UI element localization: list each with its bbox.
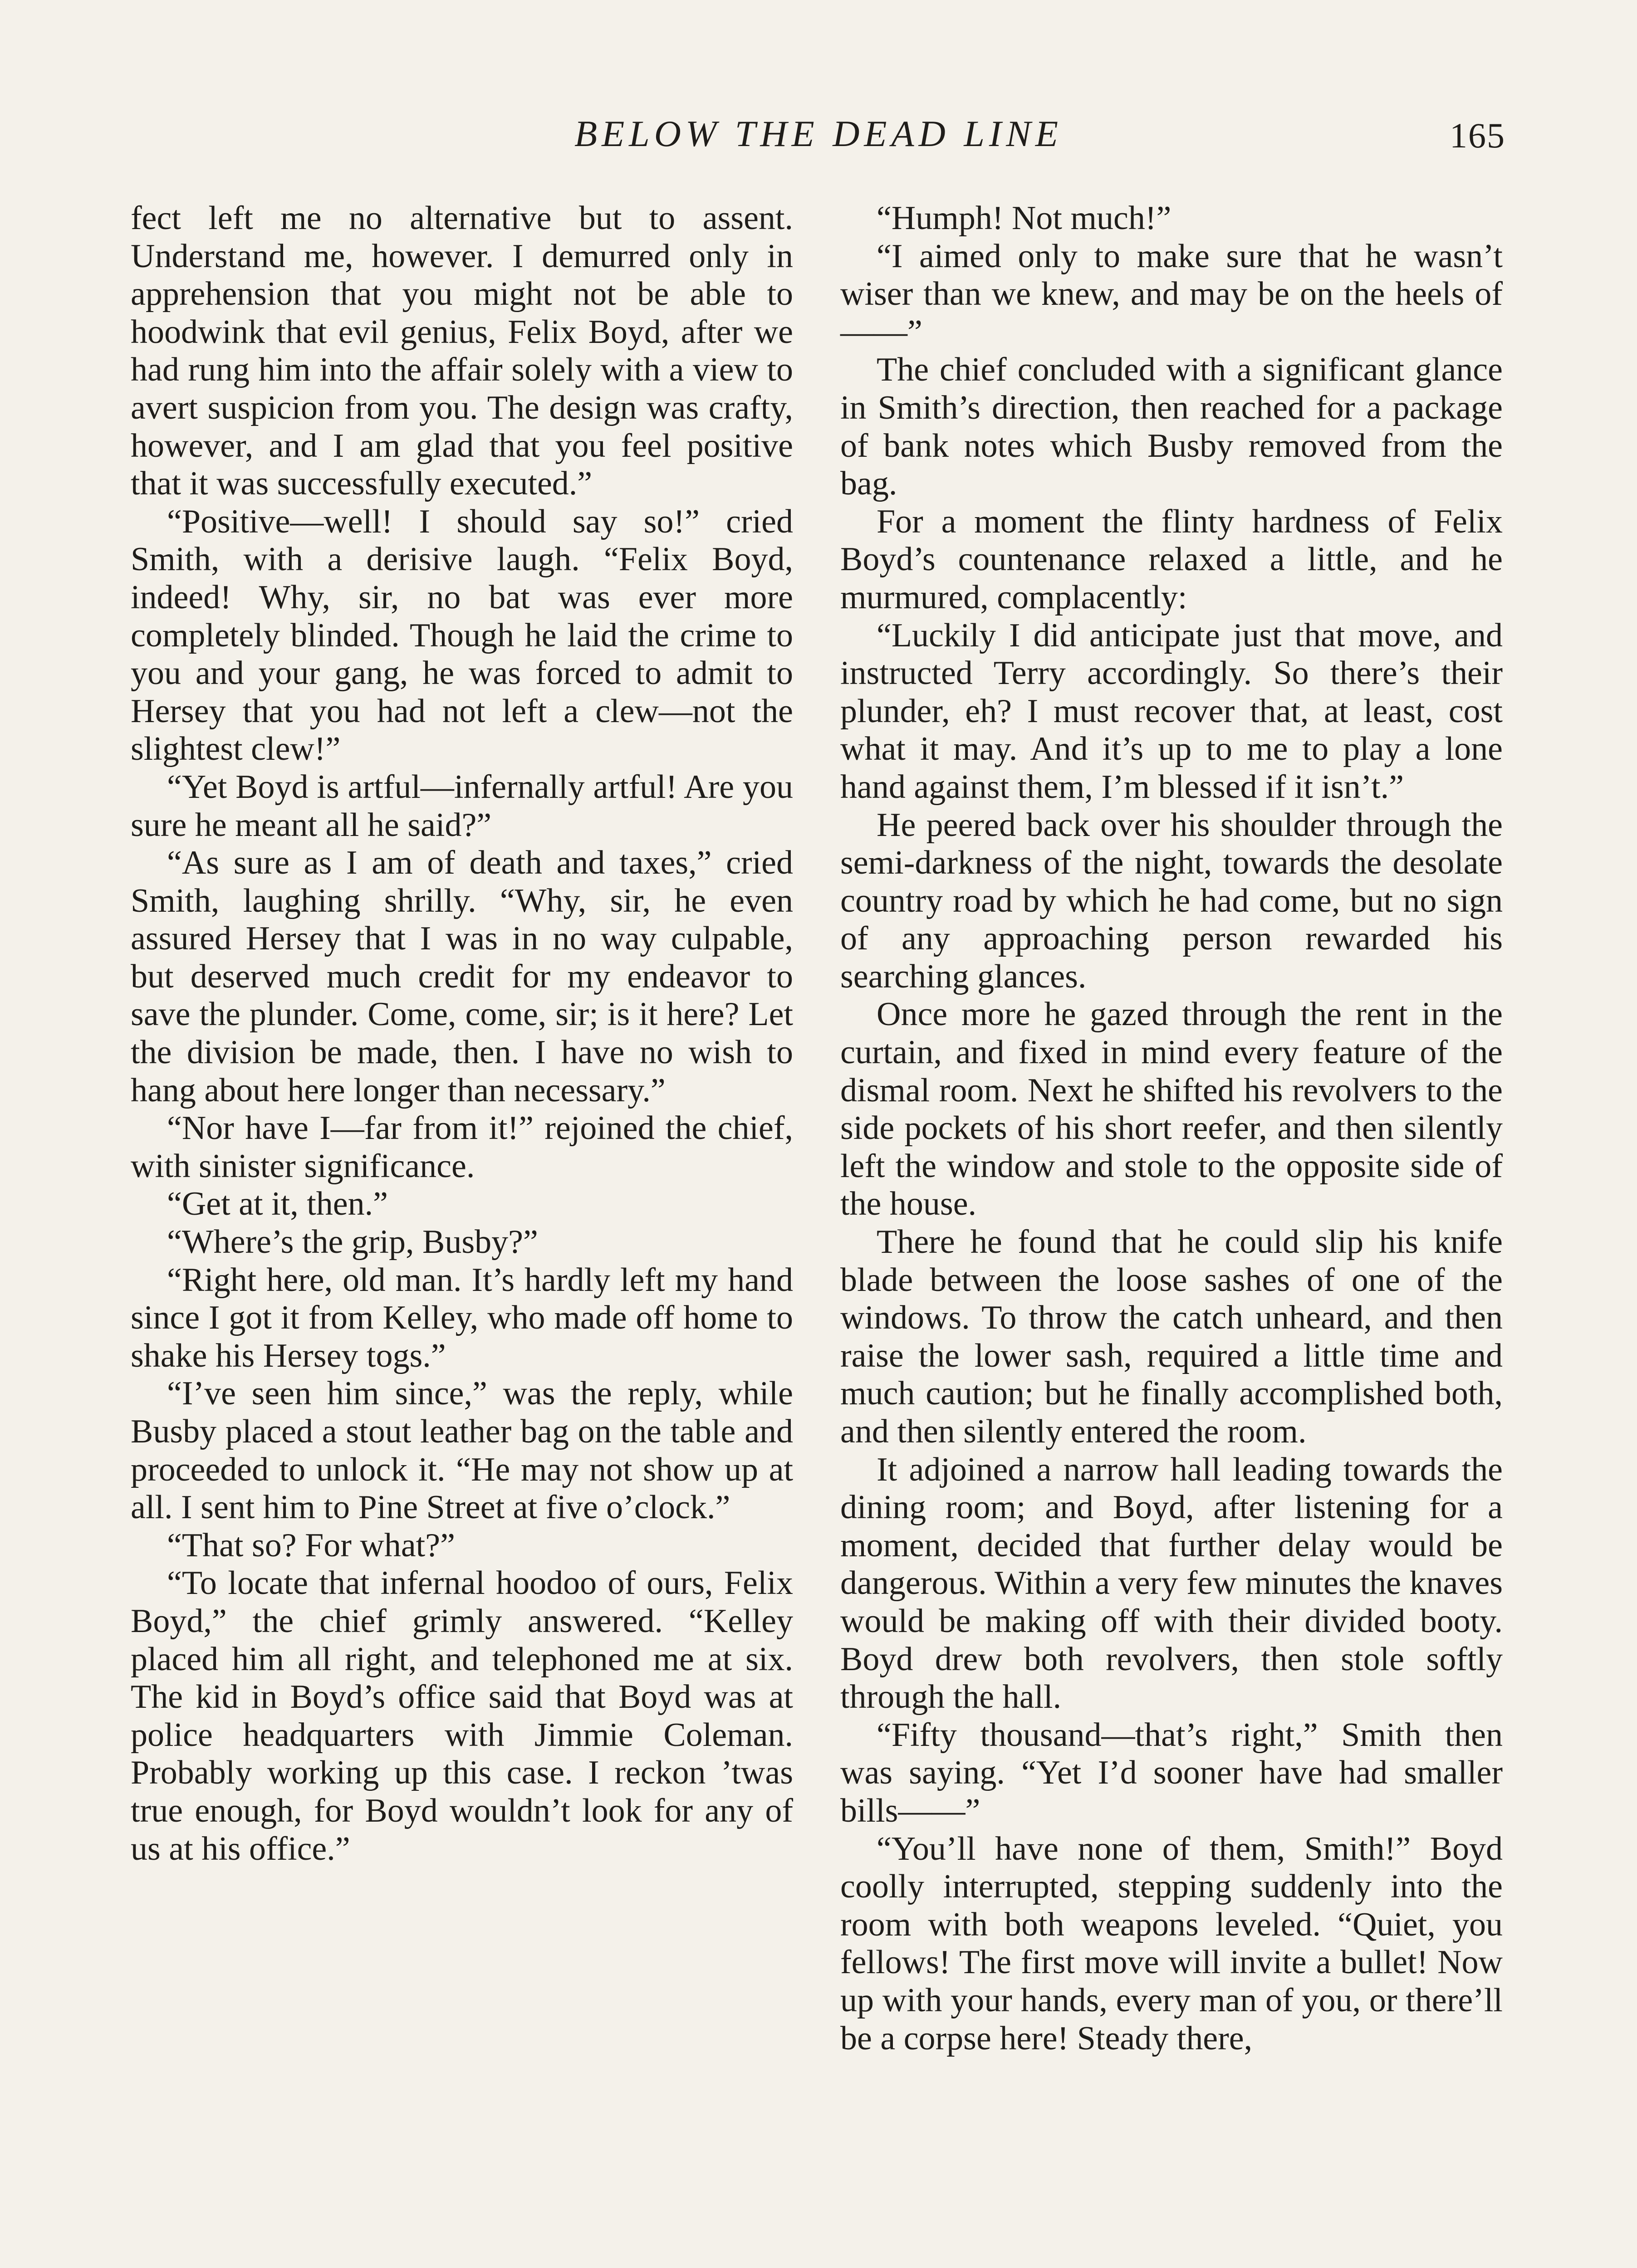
- paragraph: “Luckily I did anticipate just that move, and instructed Terry accordingly. So there’s their plunder, eh? I must recover that, at least, cost what it may. And it’s up to me to play a lone hand against them, I’m blessed if it isn’t.”: [840, 616, 1503, 806]
- paragraph: Once more he gazed through the rent in the curtain, and fixed in mind every feature of the dismal room. Next he shifted his revolvers to the side pockets of his short reefer, and then silently left the window and stole to the opposite side of the house.: [840, 996, 1503, 1223]
- paragraph: “Humph! Not much!”: [877, 200, 1171, 237]
- right-column: [840, 200, 1503, 2058]
- running-title: BELOW THE DEAD LINE: [574, 113, 1063, 154]
- paragraph: “Yet Boyd is artful—infernally artful! Are you sure he meant all he said?”: [131, 768, 793, 844]
- paragraph: “As sure as I am of death and taxes,” cried Smith, laughing shrilly. “Why, sir, he even assured Hersey that I was in no way culpable, but deserved much credit for my endeavor to save the plunder. Come, come, sir; is it here? Let the division be made, then. I have no wish to hang about here longer than necessary.”: [131, 844, 793, 1109]
- paragraph: He peered back over his shoulder through the semi-darkness of the night, towards the desolate country road by which he had come, but no sign of any approaching person rewarded his searching glances.: [840, 806, 1503, 995]
- page-number: 165: [1450, 116, 1505, 155]
- paragraph: For a moment the flinty hardness of Felix Boyd’s countenance relaxed a little, and he murmured, complacently:: [840, 503, 1503, 616]
- paragraph: “Right here, old man. It’s hardly left my hand since I got it from Kelley, who made off home to shake his Hersey togs.”: [131, 1261, 793, 1374]
- paragraph: The chief concluded with a significant glance in Smith’s direction, then reached for a package of bank notes which Busby removed from the bag.: [840, 351, 1503, 503]
- running-head: [0, 112, 1637, 162]
- paragraph: “I’ve seen him since,” was the reply, while Busby placed a stout leather bag on the table and proceeded to unlock it. “He may not show up at all. I sent him to Pine Street at five o’clock.”: [131, 1375, 793, 1526]
- paragraph: “Fifty thousand—that’s right,” Smith then was saying. “Yet I’d sooner have had smaller bills——”: [840, 1716, 1503, 1829]
- paragraph: “I aimed only to make sure that he wasn’t wiser than we knew, and may be on the heels of——”: [840, 237, 1503, 351]
- paragraph: “Where’s the grip, Busby?”: [167, 1223, 538, 1261]
- paragraph: “Nor have I—far from it!” rejoined the chief, with sinister significance.: [131, 1110, 793, 1185]
- paragraph: It adjoined a narrow hall leading towards the dining room; and Boyd, after listening for a moment, decided that further delay would be dangerous. Within a very few minutes the knaves would be making off with their divided booty. Boyd drew both revolvers, then stole softly through the hall.: [840, 1451, 1503, 1716]
- paragraph: “That so? For what?”: [167, 1526, 455, 1564]
- paragraph: “To locate that infernal hoodoo of ours, Felix Boyd,” the chief grimly answered. “Kelley placed him all right, and telephoned me at six. The kid in Boyd’s office said that Boyd was at police headquarters with Jimmie Coleman. Probably working up this case. I reckon ’twas true enough, for Boyd wouldn’t look for any of us at his office.”: [131, 1564, 793, 1867]
- paragraph: “Get at it, then.”: [167, 1185, 388, 1223]
- paragraph: “Positive—well! I should say so!” cried Smith, with a derisive laugh. “Felix Boyd, indeed! Why, sir, no bat was ever more completely blinded. Though he laid the crime to you and your gang, he was forced to admit to Hersey that you had not left a clew—not the slightest clew!”: [131, 503, 793, 768]
- paragraph: fect left me no alternative but to assent. Understand me, however. I demurred only in apprehension that you might not be able to hoodwink that evil genius, Felix Boyd, after we had rung him into the affair solely with a view to avert suspicion from you. The design was crafty, however, and I am glad that you feel positive that it was successfully executed.”: [131, 200, 793, 503]
- paragraph: “You’ll have none of them, Smith!” Boyd coolly interrupted, stepping suddenly into the room with both weapons leveled. “Quiet, you fellows! The first move will invite a bullet! Now up with your hands, every man of you, or there’ll be a corpse here! Steady there,: [840, 1830, 1503, 2057]
- left-column: [131, 200, 793, 1868]
- paragraph: There he found that he could slip his knife blade between the loose sashes of one of the windows. To throw the catch unheard, and then raise the lower sash, required a little time and much caution; but he finally accomplished both, and then silently entered the room.: [840, 1223, 1503, 1450]
